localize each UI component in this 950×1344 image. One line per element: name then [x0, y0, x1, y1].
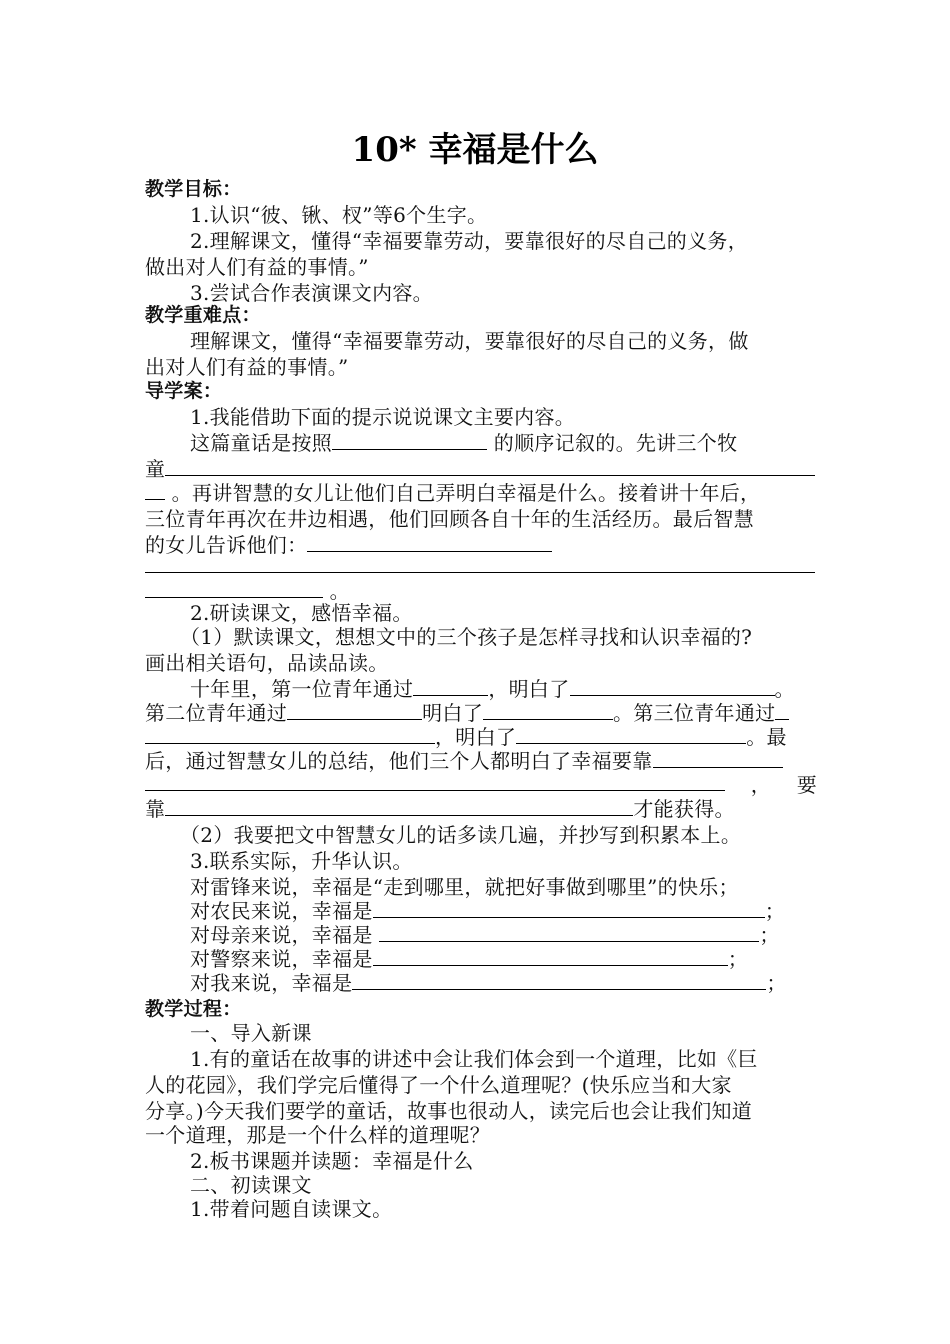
blank-line[interactable] [145, 481, 165, 500]
process-line-7: 二、初读课文 [190, 1173, 312, 1197]
text: 这篇童话是按照 [190, 431, 333, 455]
text: 才能获得。 [633, 797, 735, 821]
process-line-6: 2.板书课题并读题：幸福是什么 [190, 1149, 474, 1173]
process-line-2: 1.有的童话在故事的讲述中会让我们体会到一个道理，比如《巨 [190, 1047, 758, 1071]
blank-line[interactable] [165, 797, 633, 816]
text: 。再讲智慧的女儿让他们自己弄明白幸福是什么。接着讲十年后， [165, 481, 761, 505]
text: 要 [796, 773, 817, 797]
process-heading: 教学过程： [145, 998, 242, 1020]
text: 明白了 [422, 701, 484, 725]
text: ； [727, 947, 749, 971]
text: 对母亲来说，幸福是 [190, 923, 380, 947]
blank-line[interactable] [145, 579, 323, 598]
key-heading: 教学重难点： [145, 304, 261, 326]
goals-heading: 教学目标： [145, 178, 242, 200]
guide-line-6 [145, 532, 817, 558]
blank-line[interactable] [379, 923, 759, 942]
blank-line[interactable] [145, 725, 435, 744]
text: 对警察来说，幸福是 [190, 947, 373, 971]
guide-line-3 [145, 456, 817, 482]
text: ，明白了 [435, 725, 517, 749]
guide-line-15 [145, 748, 817, 774]
text: ； [759, 923, 780, 947]
process-line-8: 1.带着问题自读课文。 [190, 1197, 393, 1221]
text: 对我来说，幸福是 [190, 971, 353, 995]
goal-1: 1.认识“彼、锹、杈”等6个生字。 [190, 203, 488, 227]
process-line-3: 人的花园》，我们学完后懂得了一个什么道理呢？(快乐应当和大家 [145, 1073, 732, 1097]
process-line-5: 一个道理，那是一个什么样的道理呢？ [145, 1123, 491, 1147]
blank-line[interactable] [287, 701, 422, 720]
blank-line-full[interactable] [145, 572, 815, 573]
guide-line-18: （2）我要把文中智慧女儿的话多读几遍，并抄写到积累本上。 [180, 823, 742, 847]
goal-2b: 做出对人们有益的事情。” [145, 255, 369, 279]
text: 第二位青年通过 [145, 701, 288, 725]
guide-line-22 [190, 922, 817, 948]
blank-line[interactable] [413, 677, 488, 696]
goal-3: 3.尝试合作表演课文内容。 [190, 281, 433, 305]
text: 。 [323, 579, 350, 603]
text: 。第三位青年通过 [613, 701, 776, 725]
blank-line[interactable] [483, 701, 613, 720]
text: 后，通过智慧女儿的总结，他们三个人都明白了幸福要靠 [145, 749, 653, 773]
text: ， [750, 773, 771, 797]
guide-line-24 [190, 970, 817, 996]
guide-line-19: 3.联系实际，升华认识。 [190, 849, 413, 873]
guide-line-14 [145, 724, 817, 750]
blank-line[interactable] [516, 725, 746, 744]
text: 。最 [746, 725, 787, 749]
text: 的女儿告诉他们： [145, 533, 308, 557]
text: ，明白了 [488, 677, 570, 701]
text: 靠 [145, 797, 166, 821]
text: ； [766, 971, 787, 995]
process-line-4: 分享。)今天我们要学的童话，故事也很动人，读完后也会让我们知道 [145, 1099, 753, 1123]
blank-line[interactable] [653, 749, 783, 768]
blank-line[interactable] [373, 899, 765, 918]
guide-line-11: 画出相关语句，品读品读。 [145, 651, 389, 675]
text: 。 [774, 677, 795, 701]
guide-heading: 导学案： [145, 380, 223, 402]
blank-line[interactable] [570, 677, 775, 696]
guide-line-2 [190, 430, 817, 456]
blank-line[interactable] [165, 457, 815, 476]
text: ； [764, 899, 786, 923]
goal-2a: 2.理解课文，懂得“幸福要靠劳动，要靠很好的尽自己的义务， [190, 229, 749, 253]
guide-line-5: 三位青年再次在井边相遇，他们回顾各自十年的生活经历。最后智慧 [145, 507, 754, 531]
blank-line[interactable] [775, 701, 789, 720]
guide-line-16 [145, 772, 817, 798]
guide-line-13 [145, 700, 817, 726]
guide-line-17 [145, 796, 817, 822]
guide-line-1: 1.我能借助下面的提示说说课文主要内容。 [190, 405, 576, 429]
guide-line-21 [190, 898, 817, 924]
guide-line-9: 2.研读课文，感悟幸福。 [190, 601, 413, 625]
text: 童 [145, 457, 166, 481]
guide-line-23 [190, 946, 817, 972]
text: 十年里，第一位青年通过 [190, 677, 414, 701]
guide-line-10: （1）默读课文，想想文中的三个孩子是怎样寻找和认识幸福的? [180, 625, 753, 649]
blank-line[interactable] [307, 533, 552, 552]
guide-line-20: 对雷锋来说，幸福是“走到哪里，就把好事做到哪里”的快乐； [190, 875, 739, 899]
blank-line[interactable] [352, 977, 766, 990]
process-line-1: 一、导入新课 [190, 1021, 312, 1045]
guide-line-4 [145, 480, 817, 506]
text: 的顺序记叙的。先讲三个牧 [487, 431, 738, 455]
page-title: 10* 幸福是什么 [351, 130, 599, 170]
blank-line[interactable] [332, 431, 487, 450]
text: 对农民来说，幸福是 [190, 899, 373, 923]
guide-line-12 [190, 676, 817, 702]
blank-line[interactable] [145, 772, 725, 791]
key-line-1: 理解课文，懂得“幸福要靠劳动，要靠很好的尽自己的义务，做 [190, 329, 749, 353]
key-line-2: 出对人们有益的事情。” [145, 355, 349, 379]
blank-line[interactable] [373, 947, 728, 966]
